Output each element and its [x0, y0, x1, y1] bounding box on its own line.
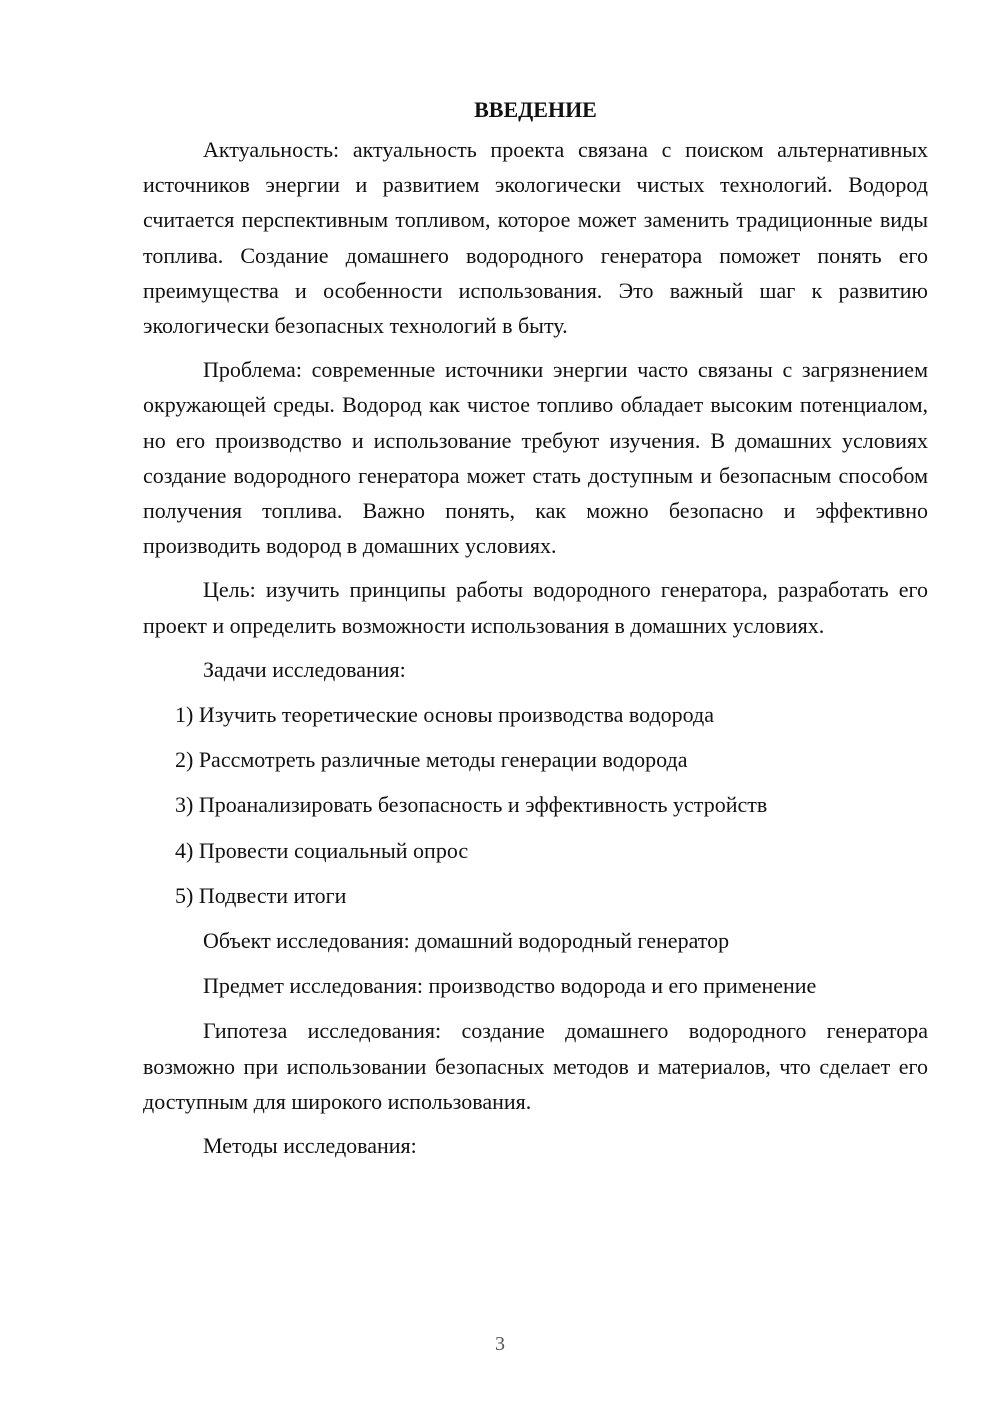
paragraph-problem: Проблема: современные источники энергии часто связаны с загрязнением окружающей среды. Водород как чистое топливо обладает высоким потенциалом, но его производство и использование требуют изучения. В домашних условиях создание водородного генератора может стать доступным и безопасным способом получения топлива. Важно понять, как можно безопасно и эффективно производить водород в домашних условиях. — [143, 357, 928, 559]
task-item: 4) Провести социальный опрос — [175, 837, 469, 863]
task-item: 5) Подвести итоги — [175, 882, 347, 908]
task-item: 2) Рассмотреть различные методы генерации водорода — [175, 747, 688, 773]
research-subject: Предмет исследования: производство водорода и его применение — [203, 973, 817, 999]
task-item: 3) Проанализировать безопасность и эффективность устройств — [175, 792, 768, 818]
task-item: 1) Изучить теоретические основы производства водорода — [175, 702, 714, 728]
page-title: ВВЕДЕНИЕ — [474, 97, 597, 122]
research-object: Объект исследования: домашний водородный генератор — [203, 928, 730, 954]
research-hypothesis: Гипотеза исследования: создание домашнего водородного генератора возможно при использовании безопасных методов и материалов, что сделает его доступным для широкого использования. — [143, 1018, 928, 1114]
paragraph-relevance: Актуальность: актуальность проекта связана с поиском альтернативных источников энергии и развитием экологически чистых технологий. Водород считается перспективным топливом, которое может заменить традиционные виды топлива. Создание домашнего водородного генератора поможет понять его преимущества и особенности использования. Это важный шаг к развитию экологически безопасных технологий в быту. — [143, 137, 928, 339]
methods-heading: Методы исследования: — [203, 1133, 417, 1159]
paragraph-goal: Цель: изучить принципы работы водородного генератора, разработать его проект и определить возможности использования в домашних условиях. — [143, 577, 928, 638]
page-number: 3 — [495, 1333, 505, 1355]
tasks-heading: Задачи исследования: — [203, 656, 406, 682]
